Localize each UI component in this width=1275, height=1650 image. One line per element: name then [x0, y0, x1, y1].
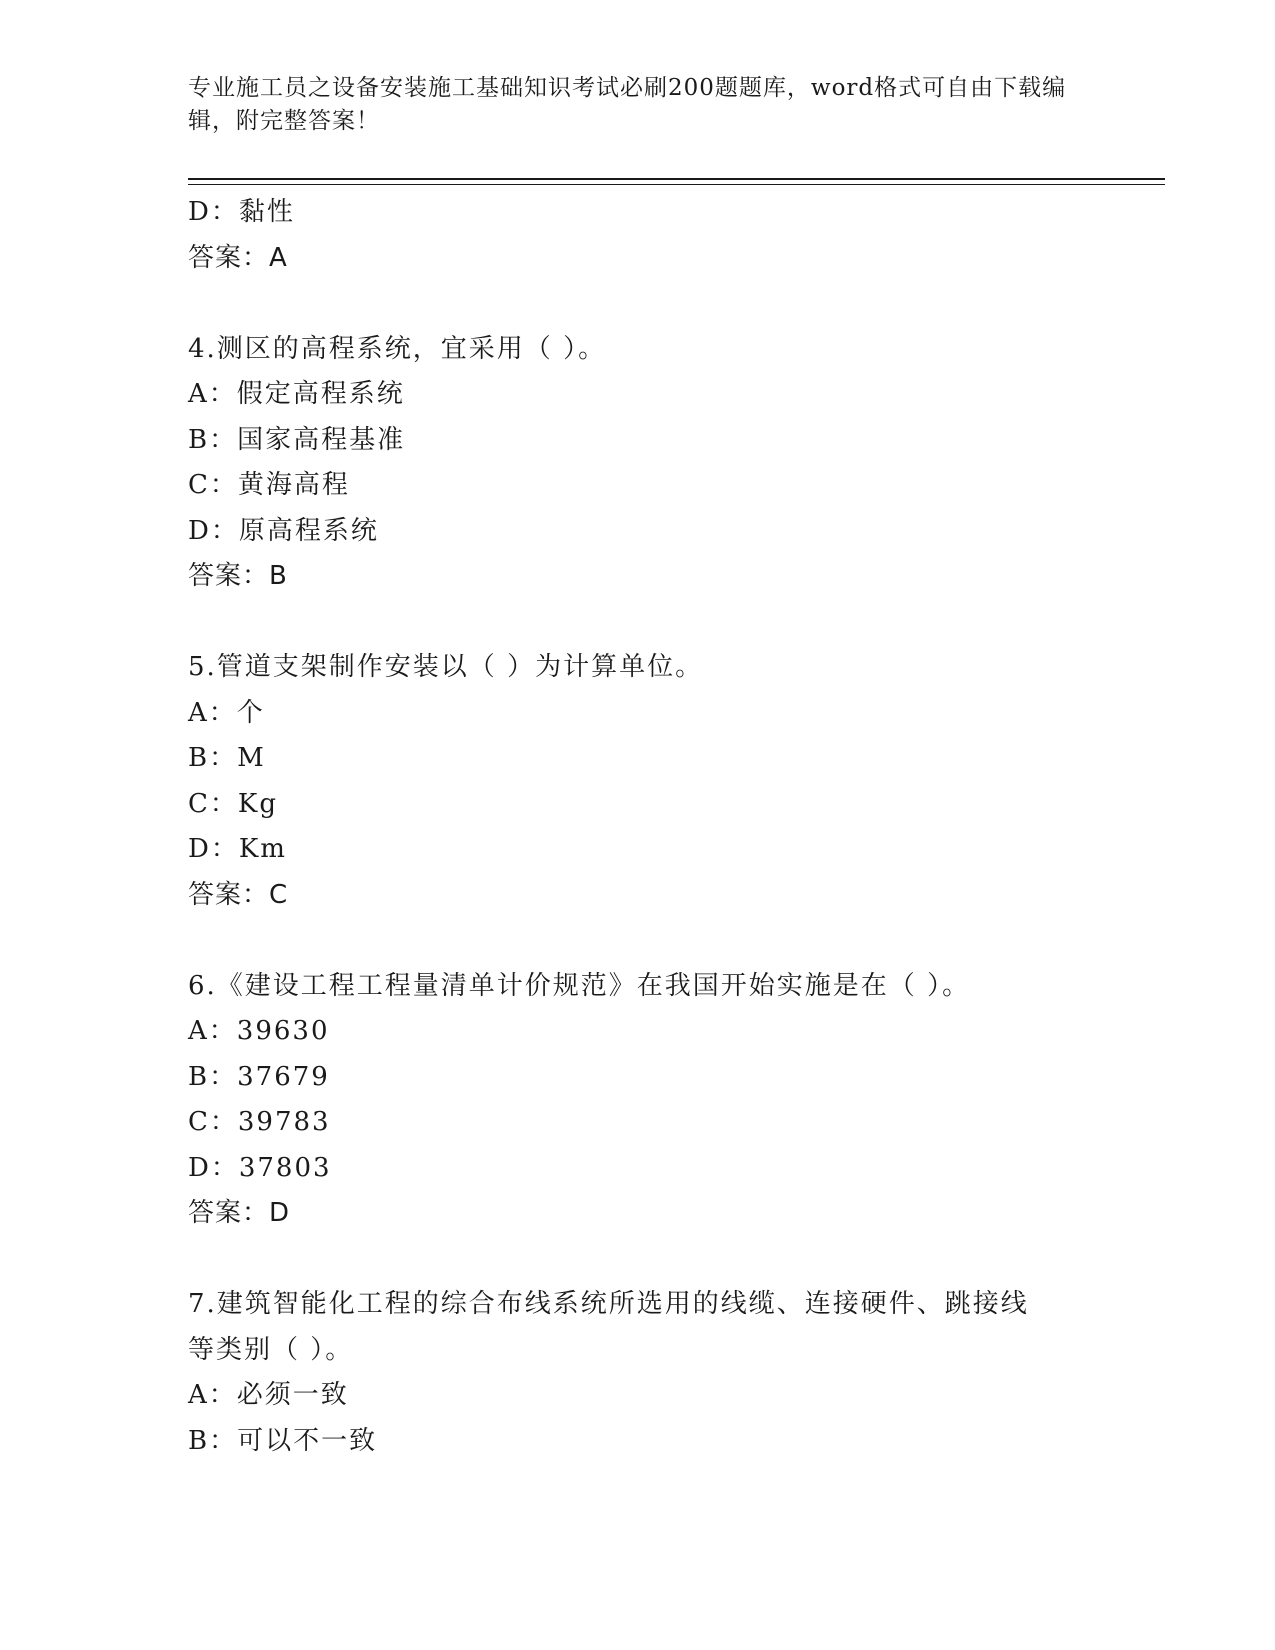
option-b: B：可以不一致 [188, 1425, 378, 1456]
answer-line: 答案：A [188, 242, 288, 273]
option-a: A：39630 [188, 1016, 330, 1046]
spacer [188, 281, 1088, 327]
spacer [188, 600, 1088, 646]
question-content [188, 190, 1088, 1464]
question-stem: 6.《建设工程工程量清单计价规范》在我国开始实施是在（ ）。 [188, 970, 971, 1001]
question-stem: 4.测区的高程系统，宜采用（ ）。 [188, 333, 607, 364]
option-d: D：原高程系统 [188, 515, 379, 546]
option-b: B：国家高程基准 [188, 424, 406, 455]
option-c: C：39783 [188, 1107, 331, 1137]
question-stem: 5.管道支架制作安装以（ ）为计算单位。 [188, 652, 704, 682]
option-c: C：Kg [188, 788, 278, 819]
spacer [188, 1237, 1088, 1283]
option-d: D：37803 [188, 1152, 332, 1183]
option-a: A：个 [188, 697, 265, 728]
option-d: D：Km [188, 834, 287, 864]
answer-line: 答案：B [188, 561, 288, 591]
header-divider-thin [188, 184, 1165, 185]
option-d: D：黏性 [188, 197, 295, 227]
document-header: 专业施工员之设备安装施工基础知识考试必刷200题题库，word格式可自由下载编辑，附完整答案！ [188, 75, 1067, 134]
spacer [188, 918, 1088, 964]
option-a: A：必须一致 [188, 1380, 349, 1410]
answer-line: 答案：D [188, 1198, 291, 1228]
answer-line: 答案：C [188, 879, 289, 910]
option-c: C：黄海高程 [188, 470, 350, 500]
option-b: B：M [188, 743, 266, 773]
question-stem-line-2: 等类别（ ）。 [188, 1334, 354, 1365]
question-stem-line-1: 7.建筑智能化工程的综合布线系统所选用的线缆、连接硬件、跳接线 [188, 1289, 1029, 1319]
option-b: B：37679 [188, 1061, 330, 1092]
option-a: A：假定高程系统 [188, 379, 405, 409]
header-divider-thick [188, 178, 1165, 180]
